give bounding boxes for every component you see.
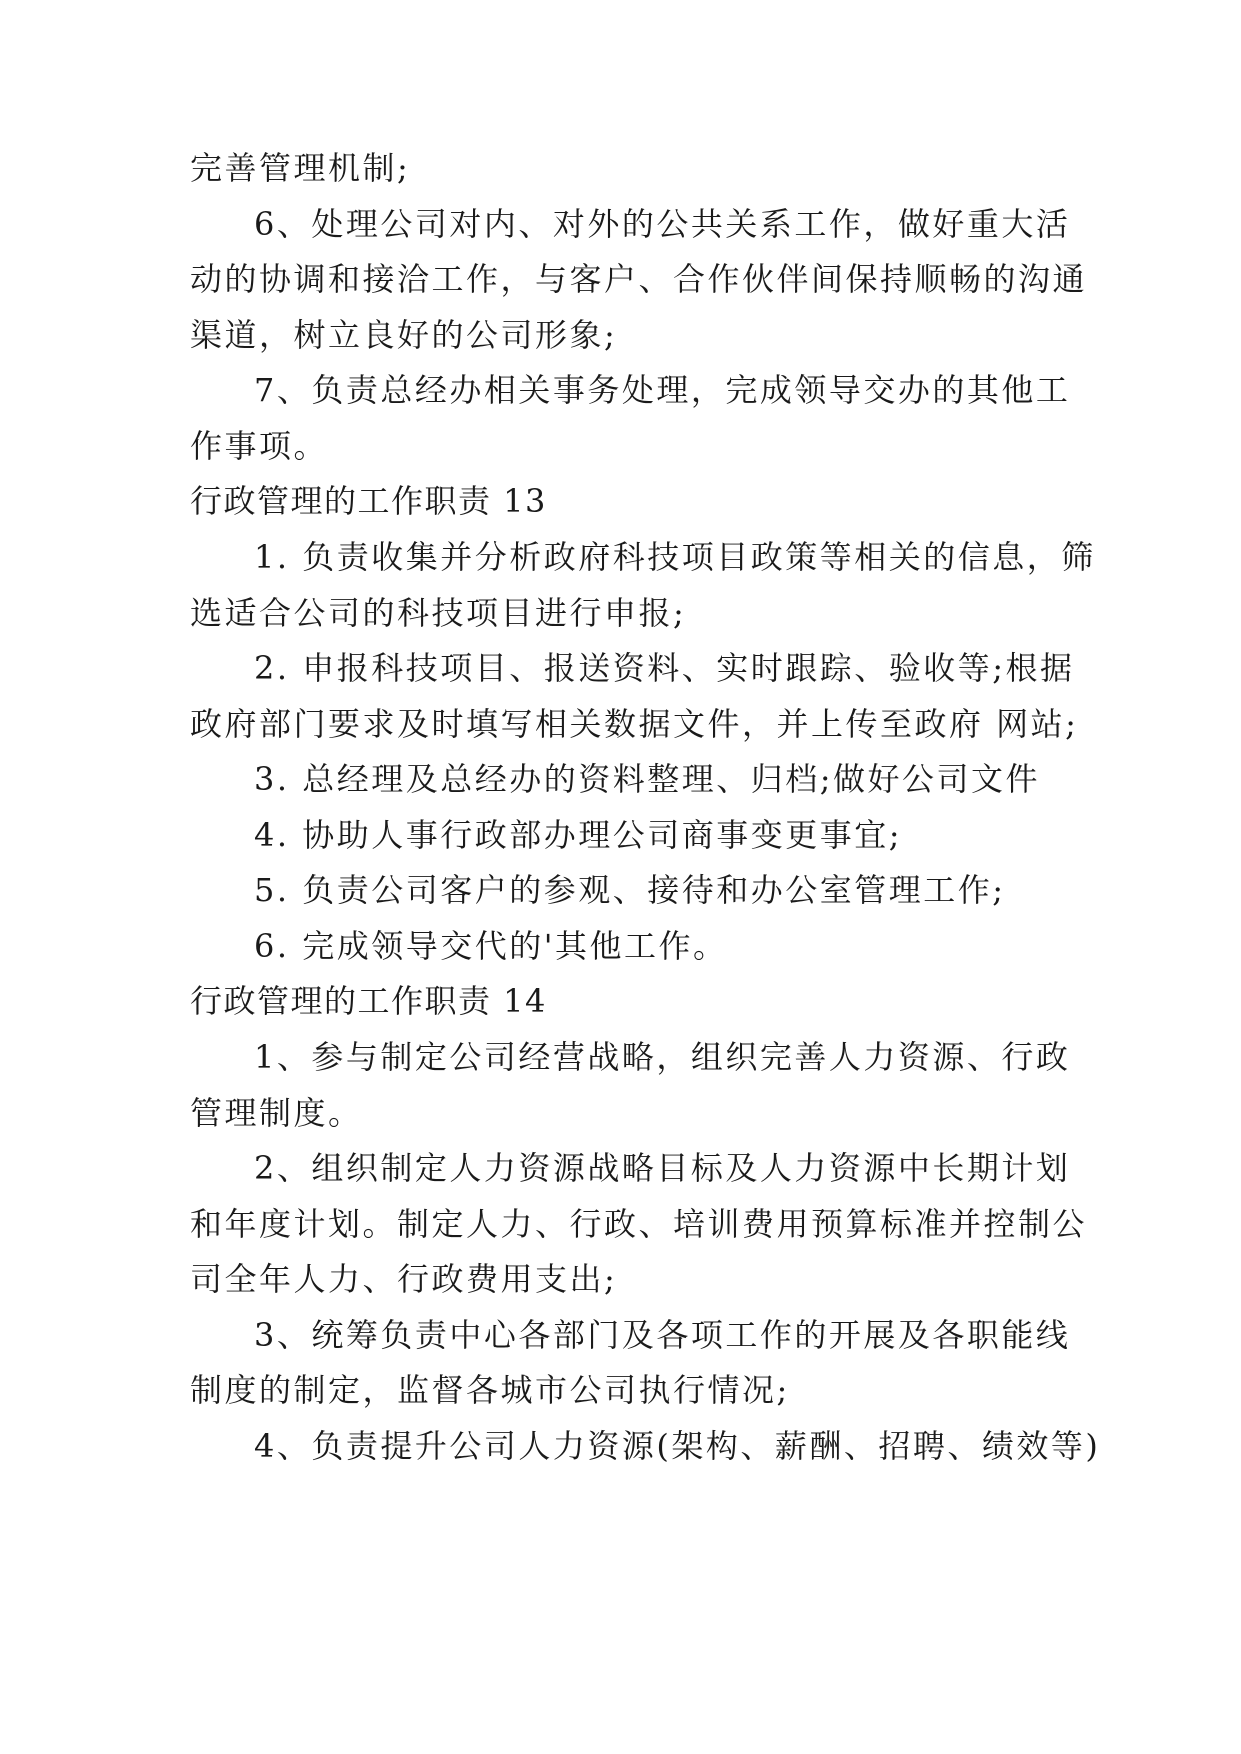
list-item-line: 2. 申报科技项目、报送资料、实时跟踪、验收等;根据	[254, 649, 1075, 687]
paragraph-line: 渠道，树立良好的公司形象;	[190, 316, 618, 354]
list-item-line: 7、负责总经办相关事务处理，完成领导交办的其他工	[254, 371, 1071, 409]
paragraph-line: 和年度计划。制定人力、行政、培训费用预算标准并控制公	[190, 1205, 1088, 1243]
list-item-line: 6. 完成领导交代的'其他工作。	[254, 927, 728, 965]
section-heading: 行政管理的工作职责 13	[190, 482, 547, 520]
list-item-line: 4. 协助人事行政部办理公司商事变更事宜;	[254, 816, 902, 854]
list-item-line: 1、参与制定公司经营战略，组织完善人力资源、行政	[254, 1038, 1071, 1076]
paragraph-line: 政府部门要求及时填写相关数据文件，并上传至政府 网站;	[190, 705, 1079, 743]
list-item-line: 6、处理公司对内、对外的公共关系工作，做好重大活	[254, 205, 1071, 243]
paragraph-line: 制度的制定，监督各城市公司执行情况;	[190, 1371, 790, 1409]
list-item-line: 1. 负责收集并分析政府科技项目政策等相关的信息，筛	[254, 538, 1096, 576]
list-item-line: 5. 负责公司客户的参观、接待和办公室管理工作;	[254, 871, 1006, 909]
paragraph-line: 司全年人力、行政费用支出;	[190, 1260, 618, 1298]
paragraph-line: 完善管理机制;	[190, 149, 411, 187]
paragraph-line: 管理制度。	[190, 1094, 363, 1132]
paragraph-line: 作事项。	[190, 427, 329, 465]
paragraph-line: 选适合公司的科技项目进行申报;	[190, 594, 687, 632]
list-item-line: 3、统筹负责中心各部门及各项工作的开展及各职能线	[254, 1316, 1071, 1354]
list-item-line: 3. 总经理及总经办的资料整理、归档;做好公司文件	[254, 760, 1040, 798]
section-heading: 行政管理的工作职责 14	[190, 982, 547, 1020]
list-item-line: 4、负责提升公司人力资源(架构、薪酬、招聘、绩效等)	[254, 1427, 1101, 1465]
list-item-line: 2、组织制定人力资源战略目标及人力资源中长期计划	[254, 1149, 1071, 1187]
paragraph-line: 动的协调和接洽工作，与客户、合作伙伴间保持顺畅的沟通	[190, 260, 1088, 298]
